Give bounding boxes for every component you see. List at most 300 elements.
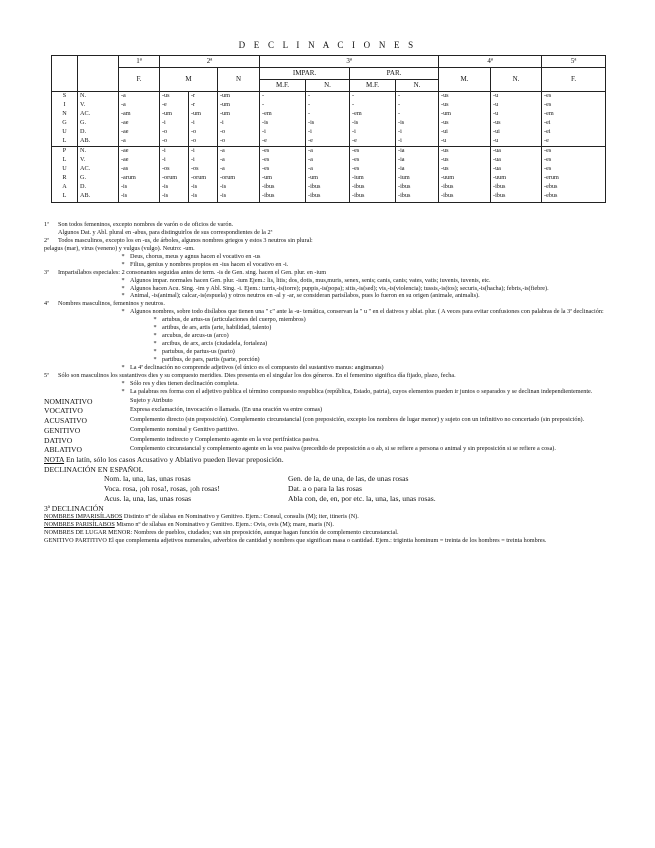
cell-line: -ibus xyxy=(352,183,365,191)
imparisilabos-def xyxy=(44,513,644,521)
ending-cell xyxy=(260,147,306,202)
genitivo-partitivo-label: GENITIVO PARTITIVO xyxy=(44,537,107,545)
ending-cell xyxy=(491,147,542,202)
cell-line: -is xyxy=(121,191,128,199)
cell-line: - xyxy=(262,100,265,108)
cell-line: -ia xyxy=(398,156,405,164)
parisilabos-label: NOMBRES PARISÍLABOS xyxy=(44,521,115,529)
cell-line: -orum xyxy=(191,174,207,182)
cell-line: -arum xyxy=(121,174,136,182)
cell-line: -i xyxy=(308,127,312,135)
cell-line: -a xyxy=(308,156,313,164)
sub-par-n: N. xyxy=(396,80,439,92)
parisilabos-text: Mismo nº de sílabas en Nominativo y Genitivo. Ejem.: Ovis, ovis (M); mare, maris (N). xyxy=(114,521,334,529)
cell-line: -ui xyxy=(493,127,500,135)
cell-line: -es xyxy=(352,165,360,173)
cell-line: D. xyxy=(80,183,87,191)
case-labels xyxy=(78,147,119,202)
bullet-text: La palabras res forma con el adjetivo publica el término compuesto respublica (república, Estado, patria), cuyos elementos pueden ir juntos o separados y se declinan independientemente. xyxy=(130,387,593,395)
note-line: Todos masculinos, excepto los en -us, de árboles, algunos nombres griegos y estos 3 neutros sin plural: xyxy=(58,236,313,244)
tercera-title: 3ª DECLINACIÓN xyxy=(44,503,104,513)
case-name: ABLATIVO xyxy=(44,445,82,455)
case-name: VOCATIVO xyxy=(44,406,83,416)
cell-line: -u xyxy=(493,136,499,144)
nota-text: En latín, sólo los casos Acusativo y Ablativo pueden llevar preposición. xyxy=(64,454,284,464)
cell-line: -us xyxy=(441,165,449,173)
nota xyxy=(44,455,644,465)
cell-line: -e xyxy=(308,136,313,144)
cell-line: -i xyxy=(162,147,166,155)
bullet-text: La 4ª declinación no comprende adjetivos (el único es el compuesto del sustantivo manus: angimanus) xyxy=(130,363,384,371)
cell-line: -o xyxy=(162,136,168,144)
sub-bullet-item xyxy=(44,324,644,332)
sub-bullet-item xyxy=(44,356,644,364)
cell-line: - xyxy=(308,92,311,99)
cell-line: -ibus xyxy=(493,191,506,199)
cell-line: D. xyxy=(80,127,87,135)
case-name: GENITIVO xyxy=(44,425,81,435)
cell-line: -es xyxy=(262,165,270,173)
genitivo-partitivo-text: El que complementa adjetivos numerales, adverbios de cantidad y nombres que significan masa o cantidad. Ejem.: trigintia hominum = treinta de los hombres = treinta hombres. xyxy=(106,537,547,545)
ending-cell xyxy=(189,147,218,202)
ending-cell xyxy=(396,92,439,147)
cases-list xyxy=(44,397,644,455)
cell-line: -ibus xyxy=(308,191,321,199)
cell-line: N. xyxy=(80,92,87,99)
bullet-item xyxy=(44,388,644,396)
cell-line: -us xyxy=(441,100,449,108)
espanol-case: Voca. rosa, ¡oh rosa!, rosas, ¡oh rosas! xyxy=(104,484,220,494)
cell-line: A xyxy=(62,183,67,191)
cell-line: - xyxy=(398,109,401,117)
bullet-text: Algunos hacen Acu. Sing. -im y Abl. Sing. -i. Ejem.: turris,-is(torre); puppis,-is(popa); sitis,-is(sed); vis,-is(violencia); tussis,-is(tos); securis,-is(hacha); febris,-is(fiebre). xyxy=(130,284,549,292)
sub-bullet-item xyxy=(44,340,644,348)
ending-cell xyxy=(439,92,491,147)
note-number: 4ª xyxy=(44,300,49,308)
cell-line: -o xyxy=(191,127,197,135)
cell-line: -is xyxy=(191,191,198,199)
note-text: Sólo son masculinos los sustantivos dies y su compuesto meridies. Dies presenta en el singular los dos géneros. En el femenino significa día fijado, plazo, fecha. xyxy=(58,371,456,379)
header-decl-5: 5ª xyxy=(542,56,606,68)
cell-line: -e xyxy=(352,136,357,144)
cell-line: -a xyxy=(121,136,126,144)
genitivo-partitivo-def xyxy=(44,537,644,545)
imparisilabos-text: Distinto nº de sílabas en Nominativo y Genitivo. Ejem.: Consul, consulis (M); iter, itineris (N). xyxy=(122,513,359,521)
bullet-mark: * xyxy=(121,387,125,395)
sub-bullet-item xyxy=(44,348,644,356)
cell-line: -ua xyxy=(493,156,501,164)
note-line: Son todos femeninos, excepto nombres de varón o de oficios de varón. xyxy=(58,221,234,228)
note-4 xyxy=(44,300,644,308)
cell-line: V. xyxy=(80,100,86,108)
bullet-mark: * xyxy=(153,355,157,363)
cell-line: -ae xyxy=(121,118,129,126)
cell-line: -is xyxy=(121,183,128,191)
sub-par-mf: M.F. xyxy=(350,80,396,92)
cell-line: - xyxy=(352,100,355,108)
cell-line: -ibus xyxy=(352,191,365,199)
cell-line: -is xyxy=(191,183,198,191)
header-impar: IMPAR. xyxy=(260,68,350,80)
cell-line: -o xyxy=(220,127,226,135)
header-decl-2: 2ª xyxy=(160,56,260,68)
parisilabos-def xyxy=(44,521,644,529)
singular-label xyxy=(52,92,78,147)
case-row xyxy=(44,416,644,426)
cell-line: -ibus xyxy=(398,183,411,191)
cell-line: -ibus xyxy=(493,183,506,191)
bullet-mark: * xyxy=(153,348,157,355)
bullet-item xyxy=(44,277,644,285)
cell-line: -is xyxy=(308,118,315,126)
case-description: Expresa exclamación, invocación o llamada. (En una oración va entre comas) xyxy=(130,406,323,414)
cell-line: -e xyxy=(162,100,167,108)
cell-line: -os xyxy=(162,165,170,173)
cell-line: -a xyxy=(121,92,126,99)
case-row xyxy=(44,426,644,436)
cell-line: -us xyxy=(162,92,170,99)
gender-m: M xyxy=(160,68,218,92)
cell-line: -ibus xyxy=(398,191,411,199)
plural-label xyxy=(52,147,78,202)
cell-line: G. xyxy=(80,174,87,182)
bullet-text: Algunos nombres, sobre todo disílabos que tienen una " c" ante la -u- temática, conservan la " u " en el dativos y ablat. plur. ( A veces para evitar confusiones con palabras de la 3ª declinación: xyxy=(130,308,604,316)
gender-f: F. xyxy=(119,68,160,92)
bullet-mark: * xyxy=(121,252,125,260)
lugar-menor-label: NOMBRES DE LUGAR MENOR xyxy=(44,529,131,537)
case-row xyxy=(44,397,644,407)
cell-line: -ua xyxy=(493,165,501,173)
ending-cell xyxy=(439,147,491,202)
case-row xyxy=(44,406,644,416)
cell-line: N. xyxy=(80,147,87,155)
cell-line: -is xyxy=(398,118,405,126)
ending-cell xyxy=(350,92,396,147)
ending-cell xyxy=(350,147,396,202)
cell-line: - xyxy=(262,92,265,99)
declension-header-row xyxy=(52,56,606,68)
bullet-item xyxy=(44,261,644,269)
cell-line: -a xyxy=(308,147,313,155)
note-2 xyxy=(44,237,644,245)
bullet-mark: * xyxy=(153,340,157,348)
note-3 xyxy=(44,269,644,277)
lugar-menor-text: : Nombres de pueblos, ciudades; van sin preposición, aunque hagan función de complemento circunstancial. xyxy=(130,529,399,537)
cell-line: G. xyxy=(80,118,87,126)
cell-line: -em xyxy=(262,109,272,117)
ending-cell xyxy=(396,147,439,202)
bullet-item xyxy=(44,253,644,261)
cell-line: -es xyxy=(544,165,552,173)
cell-line: -um xyxy=(191,109,201,117)
cell-line: -ae xyxy=(121,156,129,164)
case-description: Complemento circunstancial y complemento agente en la voz pasiva (precedido de preposición a o ab, si se refiere a persona o animal y sin preposición si se refiere a cosa). xyxy=(130,445,556,453)
sub-bullet-item xyxy=(44,316,644,324)
cell-line: -us xyxy=(441,92,449,99)
gender-n: N xyxy=(218,68,260,92)
imparisilabos-label: NOMBRES IMPARISÍLABOS xyxy=(44,513,123,521)
cell-line: - xyxy=(308,100,311,108)
note-text xyxy=(58,300,644,308)
ending-cell xyxy=(160,147,189,202)
cell-line: -e xyxy=(262,136,267,144)
case-description: Complemento indirecto y Complemento agente en la voz perifrástica pasiva. xyxy=(130,435,320,443)
bullet-mark: * xyxy=(121,308,125,316)
ending-cell xyxy=(218,147,260,202)
cell-line: -um xyxy=(308,174,318,182)
cell-line: -em xyxy=(544,109,554,117)
note-line: Imparisílabos especiales: 2 consonantes seguidas antes de term. -is de Gen. sing. hacen el Gen. plur. en -ium xyxy=(58,268,327,276)
cell-line: -us xyxy=(441,156,449,164)
cell-line: - xyxy=(308,109,311,117)
note-number: 3ª xyxy=(44,268,49,276)
cell-line: -es xyxy=(544,92,552,99)
cell-line: -i xyxy=(398,136,402,144)
espanol-left-column xyxy=(104,474,288,503)
case-name: DATIVO xyxy=(44,435,73,445)
cell-line: L xyxy=(62,191,67,199)
cell-line: - xyxy=(398,100,401,108)
notes-section xyxy=(44,221,644,545)
bullet-mark: * xyxy=(121,379,125,387)
cell-line: L xyxy=(62,156,67,164)
cell-line: -um xyxy=(262,174,272,182)
cell-line: -i xyxy=(191,156,195,164)
note-line: Nombres masculinos, femeninos y neutros. xyxy=(58,300,165,308)
cell-line: -es xyxy=(352,147,360,155)
case-name: ACUSATIVO xyxy=(44,416,88,426)
cell-line: -u xyxy=(493,100,499,108)
bullet-mark: * xyxy=(153,332,157,340)
cell-line: L xyxy=(62,136,67,144)
cell-line: -r xyxy=(191,92,196,99)
cell-line: -i xyxy=(162,156,166,164)
note-text xyxy=(58,269,644,277)
cell-line: -us xyxy=(441,147,449,155)
cell-line: -is xyxy=(220,191,227,199)
ending-cell xyxy=(218,92,260,147)
cell-line: -ei xyxy=(544,118,551,126)
cell-line: -ibus xyxy=(262,191,275,199)
note-number: 2ª xyxy=(44,236,49,244)
case-description: Complemento directo (sin preposición). Complemento circunstancial (con preposición, excepto los nombres de lugar menor) y sujeto con un infinitivo no concertado (sin preposición). xyxy=(130,416,585,424)
cell-line: -is xyxy=(352,118,359,126)
bullet-mark: * xyxy=(153,324,157,332)
gender-n-4: N. xyxy=(491,68,542,92)
cell-line: -i xyxy=(262,127,266,135)
cell-line: R xyxy=(62,174,67,182)
cell-line: -es xyxy=(544,156,552,164)
bullet-text: partibus, de pars, partis (parte, porción) xyxy=(162,355,260,363)
cell-line: -ia xyxy=(398,165,405,173)
espanol-case: Nom. la, una, las, unas rosas xyxy=(104,474,191,484)
cell-line: -ium xyxy=(398,174,410,182)
note-line: pelagus (mar), virus (veneno) y vulgus (vulgo). Neutro: -um. xyxy=(44,244,195,252)
cell-line: -erum xyxy=(544,174,559,182)
cell-line: -ae xyxy=(121,147,129,155)
empty-cell xyxy=(52,56,78,92)
bullet-item xyxy=(44,364,644,372)
ending-cell xyxy=(491,92,542,147)
cell-line: -i xyxy=(162,118,166,126)
ending-cell xyxy=(542,147,606,202)
cell-line: -orum xyxy=(162,174,178,182)
bullet-text: Deus, chorus, meus y agnus hacen el vocativo en -us xyxy=(130,252,261,260)
singular-row xyxy=(52,92,606,147)
empty-cell xyxy=(78,56,119,92)
cell-line: -r xyxy=(191,100,196,108)
bullet-mark: * xyxy=(121,363,125,371)
cell-line: -es xyxy=(262,147,270,155)
cell-line: G xyxy=(62,118,67,126)
nota-label: NOTA xyxy=(44,454,65,464)
cell-line: -i xyxy=(398,127,402,135)
bullet-text: partubus, de partus-us (parto) xyxy=(162,348,235,355)
cell-line: -e xyxy=(544,136,549,144)
cell-line: -es xyxy=(544,147,552,155)
cell-line: I xyxy=(63,100,66,108)
cell-line: -i xyxy=(352,127,356,135)
cell-line: -es xyxy=(262,156,270,164)
ending-cell xyxy=(542,92,606,147)
bullet-text: Animal, -is(animal); calcar,-is(espuela) y otros neutros en -al y -ar, se consideran parisílabos, pues lo fueron en su origen (animale, animalis). xyxy=(130,292,480,300)
espanol-title: DECLINACIÓN EN ESPAÑOL xyxy=(44,464,144,474)
bullet-item xyxy=(44,292,644,300)
bullet-mark: * xyxy=(153,316,157,324)
cell-line: AC. xyxy=(80,165,91,173)
cell-line: -i xyxy=(220,118,224,126)
cell-line: -a xyxy=(220,165,225,173)
cell-line: -ibus xyxy=(308,183,321,191)
plural-row xyxy=(52,147,606,202)
bullet-text: Algunos impar. normales hacen Gen. plur. -ium Ejem.: lis, litis; dos, dotis, mus,muris, senex, senis; canis, canis; vates, vatis; iuvenis, iuvenis, etc. xyxy=(130,276,491,284)
cell-line: -ui xyxy=(441,127,448,135)
ending-cell xyxy=(160,92,189,147)
cell-line: U xyxy=(62,127,67,135)
bullet-item xyxy=(44,380,644,388)
header-decl-3: 3ª xyxy=(260,56,439,68)
header-decl-4: 4ª xyxy=(439,56,542,68)
cell-line: -a xyxy=(121,100,126,108)
cell-line: -ibus xyxy=(262,183,275,191)
bullet-mark: * xyxy=(121,284,125,292)
bullet-item xyxy=(44,285,644,293)
cell-line: U xyxy=(62,165,67,173)
header-par: PAR. xyxy=(350,68,439,80)
cell-line: -os xyxy=(191,165,199,173)
note-1 xyxy=(44,221,644,237)
sub-impar-n: N. xyxy=(306,80,350,92)
cell-line: -um xyxy=(220,92,230,99)
ending-cell xyxy=(306,147,350,202)
header-decl-1: 1ª xyxy=(119,56,160,68)
bullet-text: artibus, de ars, artis (arte, habilidad, talento) xyxy=(162,324,272,332)
cell-line: -a xyxy=(220,147,225,155)
cell-line: -u xyxy=(441,136,447,144)
cell-line: -o xyxy=(191,136,197,144)
cell-line: -ei xyxy=(544,127,551,135)
cell-line: -us xyxy=(493,118,501,126)
espanol-case: Dat. a o para la las rosas xyxy=(288,484,363,494)
cell-line: -a xyxy=(308,165,313,173)
case-row xyxy=(44,445,644,455)
bullet-text: arcubus, de arcus-us (arco) xyxy=(162,332,229,340)
espanol-declension xyxy=(44,474,644,503)
bullet-text: arcibus, de arx, arcis (ciudadela, fortaleza) xyxy=(162,340,268,348)
cell-line: S xyxy=(62,92,67,99)
espanol-case: Abla con, de, en, por etc. la, una, las, unas rosas. xyxy=(288,493,436,503)
cell-line: -i xyxy=(191,118,195,126)
note-text xyxy=(58,221,644,237)
note-number: 5ª xyxy=(44,371,49,379)
cell-line: -em xyxy=(352,109,362,117)
cell-line: -am xyxy=(121,109,131,117)
cell-line: -ebus xyxy=(544,191,558,199)
gender-header-row xyxy=(52,68,606,80)
bullet-mark: * xyxy=(121,292,125,300)
cell-line: - xyxy=(352,92,355,99)
cell-line: AB. xyxy=(80,136,91,144)
cell-line: -ium xyxy=(352,174,364,182)
gender-m-4: M. xyxy=(439,68,491,92)
ending-cell xyxy=(260,92,306,147)
cell-line: AB. xyxy=(80,191,91,199)
cell-line: -es xyxy=(544,100,552,108)
cell-line: V. xyxy=(80,156,86,164)
espanol-right-column xyxy=(288,474,644,503)
note-text xyxy=(58,237,644,245)
cell-line: -ibus xyxy=(441,183,454,191)
cell-line: -as xyxy=(121,165,129,173)
gender-f-5: F. xyxy=(542,68,606,92)
cell-line: P xyxy=(62,147,67,155)
cell-line: - xyxy=(398,92,401,99)
note-5 xyxy=(44,372,644,380)
espanol-case: Acus. la, una, las, unas rosas xyxy=(104,493,192,503)
cell-line: N xyxy=(62,109,67,117)
case-description: Sujeto y Atributo xyxy=(130,396,173,404)
cell-line: -us xyxy=(441,118,449,126)
cell-line: -um xyxy=(220,109,230,117)
cell-line: -is xyxy=(162,191,169,199)
cell-line: -is xyxy=(162,183,169,191)
cell-line: AC. xyxy=(80,109,91,117)
cell-line: -u xyxy=(493,109,499,117)
case-labels xyxy=(78,92,119,147)
cell-line: -uum xyxy=(493,174,507,182)
sub-impar-mf: M.F. xyxy=(260,80,306,92)
cell-line: -um xyxy=(441,109,451,117)
bullet-text: artubus, de artus-us (articulaciones del cuerpo, miembros) xyxy=(162,316,306,324)
case-row xyxy=(44,436,644,446)
ending-cell xyxy=(119,147,160,202)
note-line: Algunos Dat. y Abl. plural en -abus, para distinguirlos de sus correspondientes de la 2ª xyxy=(58,228,273,236)
cell-line: -um xyxy=(162,109,172,117)
bullet-item xyxy=(44,308,644,316)
cell-line: -o xyxy=(220,136,226,144)
cell-line: -uum xyxy=(441,174,455,182)
case-description: Complemento nominal y Genitivo partitivo. xyxy=(130,425,239,433)
bullet-text: Sólo res y dies tienen declinación completa. xyxy=(130,379,239,387)
cell-line: -i xyxy=(191,147,195,155)
cell-line: -is xyxy=(262,118,269,126)
ending-cell xyxy=(306,92,350,147)
cell-line: -ibus xyxy=(441,191,454,199)
cell-line: -es xyxy=(352,156,360,164)
cell-line: -o xyxy=(162,127,168,135)
cell-line: -a xyxy=(220,156,225,164)
lugar-menor-def xyxy=(44,529,644,537)
